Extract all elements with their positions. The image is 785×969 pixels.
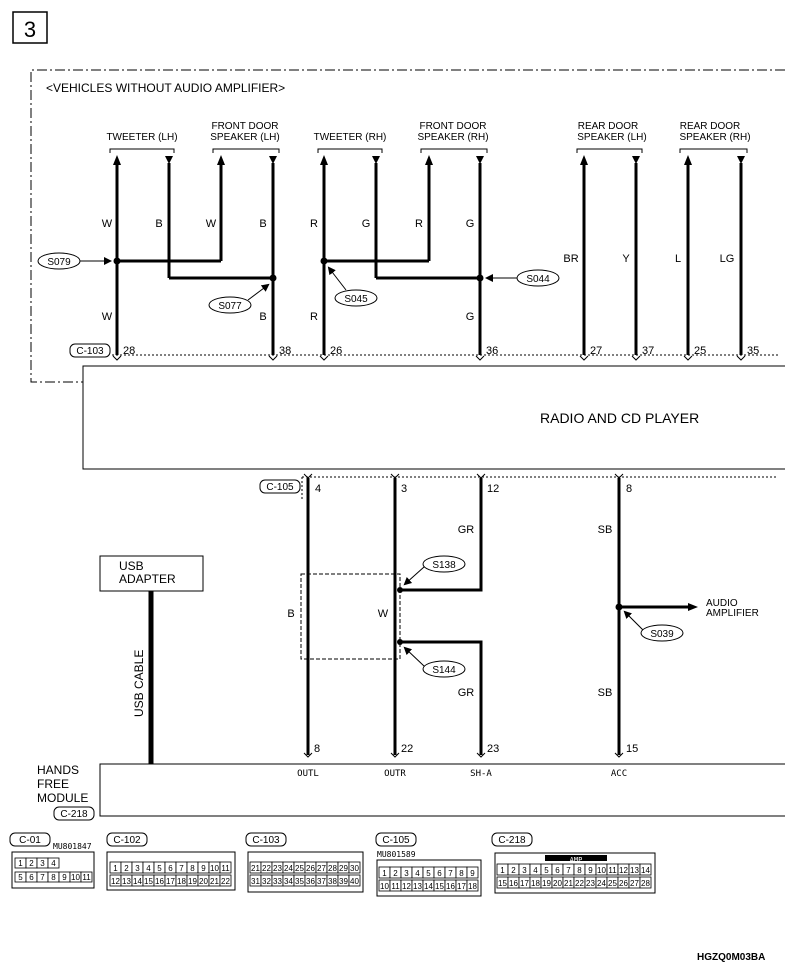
connector-pin-number: 11 xyxy=(608,866,617,875)
connector-pin-number: 11 xyxy=(82,873,91,882)
connector-label-c103-view: C-103 xyxy=(252,835,280,846)
connector-pin-number: 12 xyxy=(619,866,628,875)
rear-lh-label-2: SPEAKER (LH) xyxy=(577,132,647,143)
connector-pin-number: 9 xyxy=(470,869,475,878)
splice-label-s045: S045 xyxy=(344,294,368,305)
splice-dot-s045 xyxy=(321,258,328,265)
connector-pin-number: 21 xyxy=(251,864,260,873)
connector-pin-number: 4 xyxy=(51,859,56,868)
pin-number: 23 xyxy=(487,743,500,755)
connector-pin-number: 22 xyxy=(262,864,271,873)
connector-label-c218: C-218 xyxy=(60,809,88,820)
hfm-label-1: HANDS xyxy=(37,763,80,777)
pin-number: 12 xyxy=(487,483,500,495)
c103-bottom-pins xyxy=(250,875,360,886)
part-number-c218-amp: AMP xyxy=(569,856,583,864)
connector-pin-number: 2 xyxy=(29,859,34,868)
wire-color-label: B xyxy=(259,311,267,323)
rear-lh-label-1: REAR DOOR xyxy=(577,121,639,132)
front-lh-label-1: FRONT DOOR xyxy=(211,121,279,132)
connector-pin-number: 29 xyxy=(339,864,348,873)
pin-number: 38 xyxy=(279,345,292,357)
wire-color-label: B xyxy=(155,218,163,230)
terminal-down-triangle xyxy=(632,156,640,164)
connector-pin-number: 16 xyxy=(509,879,518,888)
connector-pin-number: 8 xyxy=(577,866,582,875)
connector-pin-number: 4 xyxy=(146,864,151,873)
connector-pin-number: 26 xyxy=(306,864,315,873)
connector-pin-number: 18 xyxy=(531,879,540,888)
connector-pin-number: 26 xyxy=(619,879,628,888)
figure-code: HGZQ0M03BA xyxy=(697,952,766,963)
connector-pin-number: 4 xyxy=(533,866,538,875)
connector-pin-number: 6 xyxy=(168,864,173,873)
speaker-wires xyxy=(117,163,741,355)
connector-label-c102: C-102 xyxy=(113,835,141,846)
wire-color-label: G xyxy=(465,218,475,230)
wire-color-label: G xyxy=(361,218,371,230)
connector-pin-number: 7 xyxy=(448,869,453,878)
c103-top-pins xyxy=(250,862,360,873)
connector-pin-number: 1 xyxy=(382,869,387,878)
pin-number: 26 xyxy=(330,345,343,357)
wire-color-label: SB xyxy=(597,687,613,699)
connector-label-c103: C-103 xyxy=(76,346,104,357)
wire-color-label: B xyxy=(287,608,295,620)
audio-amplifier-label-1: AUDIO xyxy=(706,598,738,609)
connector-pin-number: 16 xyxy=(155,877,164,886)
connector-pin-number: 21 xyxy=(210,877,219,886)
c105-bottom-pins xyxy=(379,880,478,891)
connector-pin-number: 21 xyxy=(564,879,573,888)
connector-pin-number: 6 xyxy=(29,873,34,882)
terminal-down-triangle xyxy=(165,156,173,164)
terminal-down-triangle xyxy=(269,156,277,164)
pin-number: 27 xyxy=(590,345,603,357)
wire-color-label: W xyxy=(377,608,389,620)
module-pin-label: ACC xyxy=(610,769,628,779)
module-pin-label: SH-A xyxy=(470,769,492,779)
connector-pin-number: 3 xyxy=(135,864,140,873)
connector-pin-number: 3 xyxy=(404,869,409,878)
connector-pin-number: 9 xyxy=(201,864,206,873)
splice-label-s077: S077 xyxy=(218,301,242,312)
connector-pin-number: 10 xyxy=(210,864,219,873)
pin-number: 22 xyxy=(401,743,414,755)
connector-pin-number: 39 xyxy=(339,877,348,886)
connector-c218-view xyxy=(492,833,655,893)
connector-pin-number: 35 xyxy=(295,877,304,886)
connector-pin-number: 31 xyxy=(251,877,260,886)
connector-pin-number: 28 xyxy=(641,879,650,888)
wire-color-label: GR xyxy=(457,687,475,699)
part-number-c105: MU801589 xyxy=(377,850,416,859)
lower-splice-dots xyxy=(397,587,623,645)
pin-number: 35 xyxy=(747,345,760,357)
c102-bottom-pins xyxy=(110,875,231,886)
connector-pin-number: 38 xyxy=(328,877,337,886)
connector-pin-number: 8 xyxy=(190,864,195,873)
connector-pin-number: 14 xyxy=(424,882,433,891)
connector-c01-view xyxy=(10,833,94,888)
connector-c105-view xyxy=(376,833,481,896)
module-pin-labels xyxy=(297,769,627,779)
module-pin-label: OUTR xyxy=(384,769,406,779)
wire-color-label: BR xyxy=(563,253,579,265)
connector-pin-number: 3 xyxy=(40,859,45,868)
connector-pin-number: 30 xyxy=(350,864,359,873)
connector-pin-number: 15 xyxy=(435,882,444,891)
variant-heading: <VEHICLES WITHOUT AUDIO AMPLIFIER> xyxy=(46,81,286,95)
connector-pin-number: 19 xyxy=(188,877,197,886)
connector-pin-number: 28 xyxy=(328,864,337,873)
connector-pin-number: 14 xyxy=(641,866,650,875)
connector-pin-number: 18 xyxy=(177,877,186,886)
c01-top-pins xyxy=(15,858,59,868)
connector-pin-number: 17 xyxy=(520,879,529,888)
connector-pin-number: 18 xyxy=(468,882,477,891)
c01-bottom-pins xyxy=(15,872,92,882)
connector-pin-number: 10 xyxy=(71,873,80,882)
connector-label-c105-view: C-105 xyxy=(382,835,410,846)
c102-top-pins xyxy=(110,862,231,873)
connector-pin-number: 24 xyxy=(284,864,293,873)
connector-pin-number: 7 xyxy=(40,873,45,882)
page-number: 3 xyxy=(23,17,37,42)
terminal-down-triangle xyxy=(737,156,745,164)
connector-pin-number: 9 xyxy=(62,873,67,882)
front-lh-label-2: SPEAKER (LH) xyxy=(210,132,280,143)
lower-wires xyxy=(308,478,690,755)
wire-color-label: LG xyxy=(719,253,735,265)
connector-pin-number: 33 xyxy=(273,877,282,886)
connector-pin-number: 36 xyxy=(306,877,315,886)
audio-amp-arrow xyxy=(688,603,698,611)
connector-pin-number: 16 xyxy=(446,882,455,891)
connector-pin-number: 40 xyxy=(350,877,359,886)
connector-pin-number: 2 xyxy=(393,869,398,878)
connector-pin-number: 25 xyxy=(608,879,617,888)
connector-pin-number: 5 xyxy=(157,864,162,873)
connector-pin-number: 19 xyxy=(542,879,551,888)
pin-number: 15 xyxy=(626,743,639,755)
connector-pin-number: 24 xyxy=(597,879,606,888)
connector-pin-number: 17 xyxy=(457,882,466,891)
connector-pin-number: 32 xyxy=(262,877,271,886)
speaker-brackets xyxy=(110,149,747,153)
connector-pin-number: 13 xyxy=(122,877,131,886)
wire-color-label: L xyxy=(674,253,682,265)
connector-pin-number: 1 xyxy=(18,859,23,868)
connector-pin-number: 5 xyxy=(426,869,431,878)
pin-number: 25 xyxy=(694,345,707,357)
connector-body-c01 xyxy=(12,852,94,888)
splice-dot-s079 xyxy=(114,258,121,265)
connector-label-c218-view: C-218 xyxy=(498,835,526,846)
wire-color-label: R xyxy=(310,218,318,230)
splice-callouts-bottom xyxy=(405,556,683,677)
part-number-c01: MU801847 xyxy=(53,842,92,851)
splice-label-s079: S079 xyxy=(47,257,71,268)
connector-pin-number: 10 xyxy=(597,866,606,875)
connector-pin-number: 11 xyxy=(391,882,400,891)
terminal-down-triangle xyxy=(476,156,484,164)
connector-pin-number: 34 xyxy=(284,877,293,886)
splice-dot-s077 xyxy=(270,275,277,282)
speaker-labels xyxy=(106,121,750,143)
pin-number: 8 xyxy=(314,743,321,755)
connector-pin-number: 23 xyxy=(586,879,595,888)
connector-pin-number: 27 xyxy=(630,879,639,888)
splice-label-s039: S039 xyxy=(650,629,674,640)
splice-label-s138: S138 xyxy=(432,560,456,571)
connector-pin-number: 14 xyxy=(133,877,142,886)
pin-number: 8 xyxy=(626,483,633,495)
rear-rh-label-2: SPEAKER (RH) xyxy=(679,132,751,143)
tweeter-lh-label: TWEETER (LH) xyxy=(106,132,178,143)
connector-pin-number: 5 xyxy=(544,866,549,875)
usb-adapter-label-1: USB xyxy=(119,559,144,573)
tweeter-rh-label: TWEETER (RH) xyxy=(313,132,387,143)
module-pin-label: OUTL xyxy=(297,769,319,779)
connector-pin-number: 2 xyxy=(124,864,129,873)
wire-color-label: W xyxy=(205,218,217,230)
connector-pin-number: 8 xyxy=(51,873,56,882)
connector-pin-number: 17 xyxy=(166,877,175,886)
hfm-label-2: FREE xyxy=(37,777,70,791)
connector-c103-view xyxy=(246,833,363,892)
wire-color-label: Y xyxy=(622,253,630,265)
front-rh-label-2: SPEAKER (RH) xyxy=(417,132,489,143)
connector-c105-row xyxy=(260,474,778,500)
connector-pin-number: 15 xyxy=(498,879,507,888)
connector-pin-number: 15 xyxy=(144,877,153,886)
connector-pin-number: 9 xyxy=(588,866,593,875)
connector-pin-number: 20 xyxy=(199,877,208,886)
connector-pin-number: 11 xyxy=(221,864,230,873)
terminal-down-triangle xyxy=(372,156,380,164)
variant-boundary xyxy=(31,70,785,382)
connector-pin-number: 1 xyxy=(113,864,118,873)
wire-color-labels-top xyxy=(102,218,735,323)
connector-pin-number: 3 xyxy=(522,866,527,875)
wire-color-label: R xyxy=(415,218,423,230)
connector-pin-number: 13 xyxy=(630,866,639,875)
connector-pin-number: 37 xyxy=(317,877,326,886)
pin-number: 37 xyxy=(642,345,655,357)
wire-color-label: SB xyxy=(597,524,613,536)
rear-rh-label-1: REAR DOOR xyxy=(679,121,741,132)
connector-c218-row xyxy=(304,743,638,757)
connector-pin-number: 8 xyxy=(459,869,464,878)
connector-pin-number: 1 xyxy=(500,866,505,875)
hfm-label-3: MODULE xyxy=(37,791,89,805)
wire-color-label: W xyxy=(101,311,113,323)
connector-pin-number: 22 xyxy=(575,879,584,888)
audio-amplifier-label-2: AMPLIFIER xyxy=(706,608,759,619)
splice-label-s044: S044 xyxy=(526,274,550,285)
front-rh-label-1: FRONT DOOR xyxy=(419,121,487,132)
connector-pin-number: 7 xyxy=(179,864,184,873)
wire-color-label: R xyxy=(310,311,318,323)
usb-adapter-label-2: ADAPTER xyxy=(119,572,176,586)
radio-cd-player-label: RADIO AND CD PLAYER xyxy=(540,410,700,426)
connector-pin-number: 23 xyxy=(273,864,282,873)
connector-pin-number: 6 xyxy=(437,869,442,878)
connector-pin-number: 7 xyxy=(566,866,571,875)
connector-pin-number: 12 xyxy=(402,882,411,891)
pin-number: 28 xyxy=(123,345,136,357)
usb-cable-label: USB CABLE xyxy=(132,649,146,717)
splice-dot-s044 xyxy=(477,275,484,282)
wire-color-label: W xyxy=(101,218,113,230)
c105-top-pins xyxy=(379,867,478,878)
connector-pin-number: 4 xyxy=(415,869,420,878)
pin-number: 3 xyxy=(401,483,408,495)
c218-top-pins xyxy=(497,864,651,875)
connector-pin-number: 13 xyxy=(413,882,422,891)
connector-pin-number: 6 xyxy=(555,866,560,875)
connector-pin-number: 22 xyxy=(221,877,230,886)
connector-pin-number: 20 xyxy=(553,879,562,888)
hands-free-module-box xyxy=(100,764,785,816)
wire-color-label: B xyxy=(259,218,267,230)
connector-pin-number: 10 xyxy=(380,882,389,891)
wire-color-label: G xyxy=(465,311,475,323)
splice-dot-s039 xyxy=(616,604,623,611)
splice-label-s144: S144 xyxy=(432,665,456,676)
connector-pin-number: 12 xyxy=(111,877,120,886)
connector-c103-row xyxy=(70,344,778,360)
connector-pin-number: 27 xyxy=(317,864,326,873)
connector-label-c01: C-01 xyxy=(19,835,41,846)
connector-pin-number: 2 xyxy=(511,866,516,875)
pin-number: 36 xyxy=(486,345,499,357)
connector-c102-view xyxy=(107,833,235,890)
connector-pin-number: 25 xyxy=(295,864,304,873)
wire-color-label: GR xyxy=(457,524,475,536)
c218-bottom-pins xyxy=(497,877,651,888)
pin-number: 4 xyxy=(315,483,322,495)
connector-pin-number: 5 xyxy=(18,873,23,882)
connector-label-c105: C-105 xyxy=(266,482,294,493)
